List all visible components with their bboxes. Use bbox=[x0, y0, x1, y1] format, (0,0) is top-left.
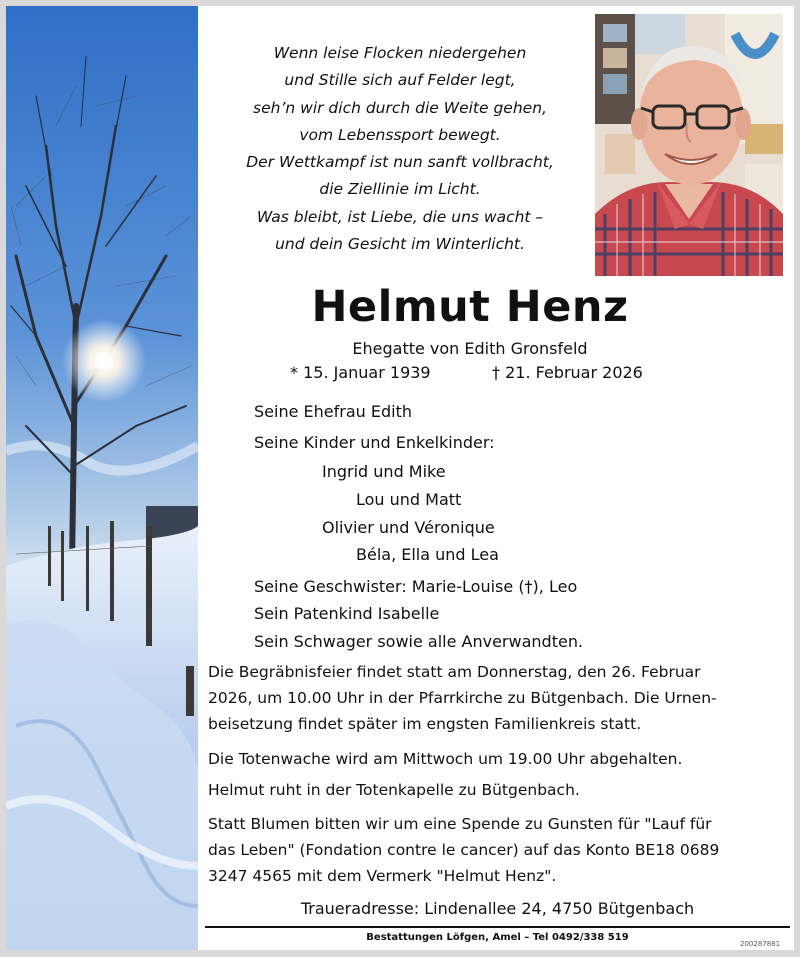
info-line: beisetzung findet später im engsten Familienkreis statt. bbox=[208, 715, 642, 733]
deceased-name: Helmut Henz bbox=[311, 282, 629, 332]
winter-landscape-image bbox=[6, 6, 198, 950]
poem-line: seh’n wir dich durch die Weite gehen, bbox=[253, 98, 547, 117]
poem bbox=[210, 40, 590, 258]
family-line: Ingrid und Mike bbox=[322, 462, 446, 481]
poem-line: Wenn leise Flocken niedergehen bbox=[273, 44, 527, 62]
family-line: Lou und Matt bbox=[356, 490, 462, 509]
divider bbox=[205, 926, 790, 928]
info-line: Statt Blumen bitten wir um eine Spende zu Gunsten für "Lauf für bbox=[208, 815, 712, 833]
poem-line: und Stille sich auf Felder legt, bbox=[284, 71, 516, 90]
info-line: 2026, um 10.00 Uhr in der Pfarrkirche zu Bütgenbach. Die Urnen- bbox=[208, 689, 717, 707]
family-line: Seine Geschwister: Marie-Louise (†), Leo bbox=[254, 577, 578, 596]
spouse-line: Ehegatte von Edith Gronsfeld bbox=[352, 339, 588, 358]
mourning-address: Traueradresse: Lindenallee 24, 4750 Bütgenbach bbox=[300, 899, 695, 918]
family-line: Sein Patenkind Isabelle bbox=[254, 604, 440, 623]
death-date: † 21. Februar 2026 bbox=[492, 363, 643, 382]
poem-line: vom Lebenssport bewegt. bbox=[299, 125, 501, 144]
info-line: Die Totenwache wird am Mittwoch um 19.00 Uhr abgehalten. bbox=[208, 750, 683, 768]
family-line: Olivier und Véronique bbox=[322, 518, 495, 537]
funeral-home-footer: Bestattungen Löfgen, Amel – Tel 0492/338 519 bbox=[366, 932, 629, 943]
family-line: Sein Schwager sowie alle Anverwandten. bbox=[254, 632, 584, 651]
reference-number: 200287881 bbox=[740, 940, 781, 948]
portrait-photo bbox=[595, 14, 783, 276]
info-line: Die Begräbnisfeier findet statt am Donnerstag, den 26. Februar bbox=[208, 663, 701, 681]
poem-line: Der Wettkampf ist nun sanft vollbracht, bbox=[246, 153, 554, 172]
family-line: Seine Ehefrau Edith bbox=[254, 402, 412, 421]
poem-line: und dein Gesicht im Winterlicht. bbox=[275, 235, 525, 254]
poem-line: Was bleibt, ist Liebe, die uns wacht – bbox=[256, 207, 544, 226]
info-line: 3247 4565 mit dem Vermerk "Helmut Henz". bbox=[208, 867, 557, 885]
poem-line: die Ziellinie im Licht. bbox=[319, 180, 481, 199]
birth-date: * 15. Januar 1939 bbox=[290, 363, 431, 382]
info-line: Helmut ruht in der Totenkapelle zu Bütgenbach. bbox=[208, 781, 580, 799]
info-line: das Leben" (Fondation contre le cancer) auf das Konto BE18 0689 bbox=[208, 841, 720, 859]
family-line: Seine Kinder und Enkelkinder: bbox=[254, 433, 495, 452]
family-line: Béla, Ella und Lea bbox=[356, 545, 499, 564]
